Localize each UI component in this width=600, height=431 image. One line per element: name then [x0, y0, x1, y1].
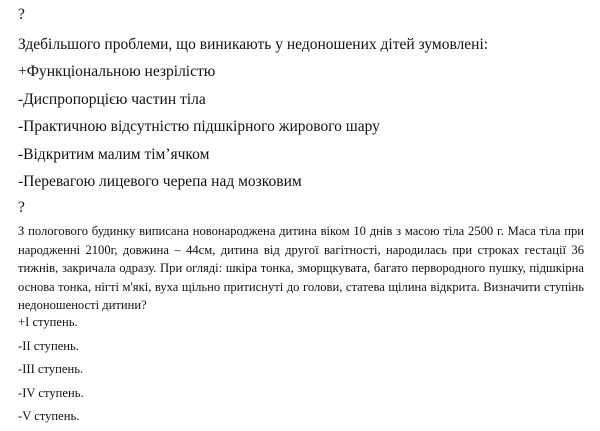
question-text: З пологового будинку виписана новонароджена дитина віком 10 днів з масою тіла 2500 г. Маса тіла при народженні 2100г, довжина – 44см, дитина від другої вагітності, народилась при строках гестації 36 тижнів, закричала одразу. При огляді: шкіра тонка, зморщкувата, багато первородного пушку, підшкірна основа тонка, нігті м'які, вуха щільно притиснуті до голови, статева щілина відкрита. Визначити ступінь недоношеності дитини?	[18, 224, 584, 312]
answer-option: -II ступень.	[18, 339, 79, 353]
answer-option: -Відкритим малим тім’ячком	[18, 146, 210, 163]
answer-option: +Функціональною незрілістю	[18, 63, 216, 80]
answer-option: -Диспропорцією частин тіла	[18, 91, 206, 108]
question-marker: ?	[18, 6, 25, 23]
answer-option: -Практичною відсутністю підшкірного жирового шару	[18, 118, 380, 135]
answer-option: -V ступень.	[18, 409, 80, 423]
answer-option: -Перевагою лицевого черепа над мозковим	[18, 173, 302, 190]
answer-option: -IV ступень.	[18, 386, 84, 400]
question-marker: ?	[18, 199, 25, 216]
answer-option: -III ступень.	[18, 362, 84, 376]
answer-option: +I ступень.	[18, 315, 78, 329]
question-text: Здебільшого проблеми, що виникають у недоношених дітей зумовлені:	[18, 36, 489, 53]
